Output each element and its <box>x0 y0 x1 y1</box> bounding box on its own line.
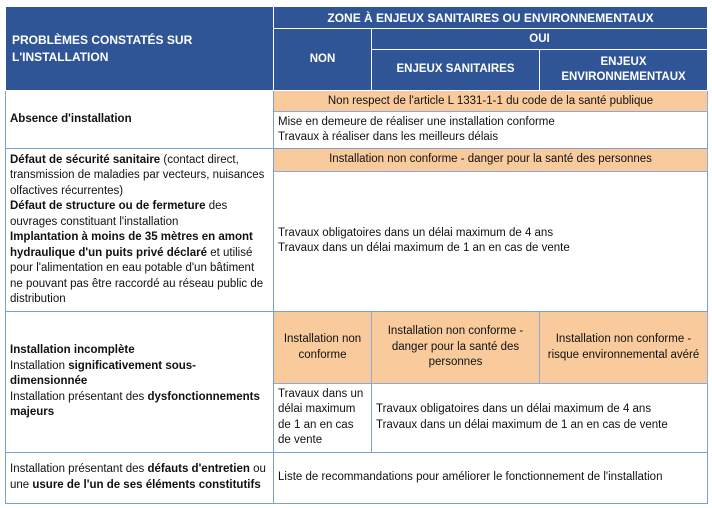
problem-sous-dimensionnee-title: significativement sous-dimensionnée <box>10 359 196 388</box>
problem-entretien-usure: usure de l'un de ses éléments constitutifs <box>32 478 261 491</box>
problem-incomplete <box>6 312 274 453</box>
banner-danger-sante: Installation non conforme - danger pour la santé des personnes <box>274 149 708 171</box>
problem-entretien-pre: Installation présentant des <box>10 463 148 476</box>
banner-non-respect: Non respect de l'article L 1331-1-1 du code de la santé publique <box>274 91 708 112</box>
problem-structure <box>10 199 269 230</box>
problem-implantation-title: Implantation à moins de 35 mètres en amont hydraulique d'un puits privé déclaré <box>10 231 253 259</box>
action-oui <box>372 383 708 452</box>
problem-dysfonctionnements <box>10 390 269 421</box>
problem-implantation <box>10 230 269 308</box>
action-oui-vente: Travaux dans un délai maximum de 1 an en cas de vente <box>376 418 668 431</box>
problem-entretien-defauts: défauts d'entretien <box>147 463 250 476</box>
action-oui-4-ans: Travaux obligatoires dans un délai maximum de 4 ans <box>376 403 652 416</box>
problem-securite-detail: (contact direct, transmission de maladies par vecteurs, nuisances olfactives récurrentes) <box>10 153 265 197</box>
problem-securite <box>10 153 269 200</box>
problem-sous-dimensionnee <box>10 359 269 390</box>
regulation-table <box>5 6 708 504</box>
status-sanitaire: Installation non conforme - danger pour la santé des personnes <box>372 312 540 383</box>
header-enjeux-sanitaires: ENJEUX SANITAIRES <box>372 50 540 91</box>
problem-dysfonctionnements-pre: Installation présentant des <box>10 390 148 403</box>
action-non: Travaux dans un délai maximum de 1 an en cas de vente <box>274 383 372 452</box>
header-oui: OUI <box>372 29 708 50</box>
header-problems: PROBLÈMES CONSTATÉS SUR L'INSTALLATION <box>6 7 274 91</box>
problem-entretien <box>6 452 274 503</box>
problem-structure-title: Défaut de structure ou de fermeture <box>10 200 206 213</box>
problem-dysfonctionnements-title: dysfonctionnements majeurs <box>10 390 260 419</box>
problem-entretien-mid: ou une <box>10 463 266 491</box>
action-travaux-vente: Travaux dans un délai maximum de 1 an en cas de vente <box>278 242 570 255</box>
status-environnemental: Installation non conforme - risque environnemental avéré <box>540 312 708 383</box>
problem-incomplete-title: Installation incomplète <box>10 344 135 357</box>
problem-defauts <box>6 149 274 312</box>
action-travaux-4-ans: Travaux obligatoires dans un délai maximum de 4 ans <box>278 226 554 239</box>
problem-securite-title: Défaut de sécurité sanitaire <box>10 153 161 166</box>
problem-sous-dimensionnee-pre: Installation <box>10 359 69 372</box>
header-enjeux-environnementaux: ENJEUX ENVIRONNEMENTAUX <box>540 50 708 91</box>
action-defauts <box>274 171 708 312</box>
header-zone: ZONE À ENJEUX SANITAIRES OU ENVIRONNEMENTAUX <box>274 7 708 29</box>
action-travaux-delais: Travaux à réaliser dans les meilleurs délais <box>278 131 499 144</box>
status-non: Installation non conforme <box>274 312 372 383</box>
problem-structure-detail: des ouvrages constituant l'installation <box>10 200 228 228</box>
header-non: NON <box>274 29 372 91</box>
problem-implantation-detail: et utilisé pour l'alimentation en eau potable d'un bâtiment ne pouvant pas être raccordé au réseau public de distribution <box>10 246 264 306</box>
problem-absence: Absence d'installation <box>6 91 274 149</box>
action-absence <box>274 112 708 149</box>
action-recommandations: Liste de recommandations pour améliorer le fonctionnement de l'installation <box>274 452 708 503</box>
action-mise-en-demeure: Mise en demeure de réaliser une installation conforme <box>278 115 555 128</box>
